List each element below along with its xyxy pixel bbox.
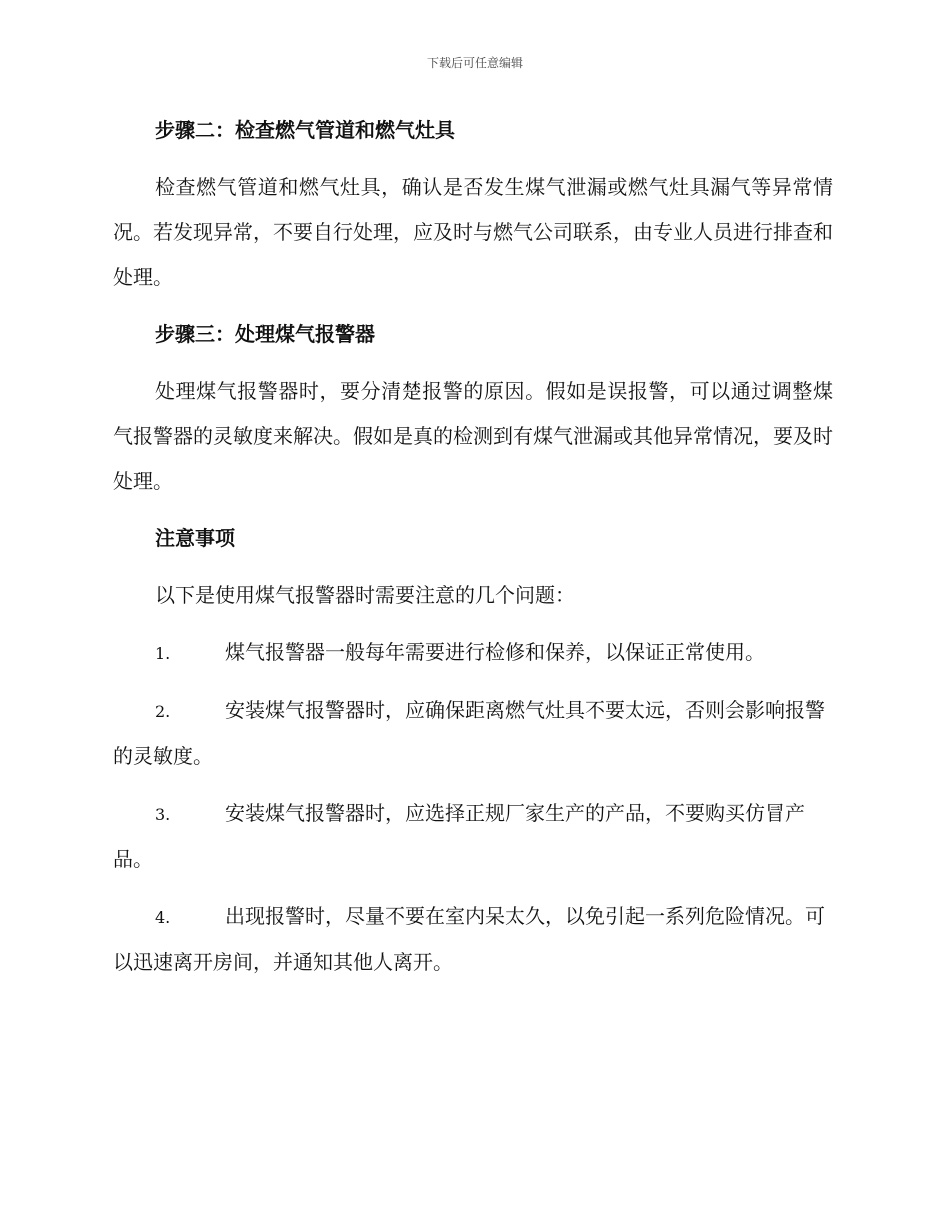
- list-item-text: 出现报警时，尽量不要在室内呆太久，以免引起一系列危险情况。可以迅速离开房间，并通知其他人离开。: [113, 904, 825, 974]
- list-item-number: 2.: [155, 702, 171, 721]
- list-item-number: 4.: [155, 908, 171, 927]
- list-item-text: 安装煤气报警器时，应选择正规厂家生产的产品，不要购买仿冒产品。: [113, 801, 805, 871]
- list-item: [113, 894, 833, 985]
- section-paragraph-notes: 以下是使用煤气报警器时需要注意的几个问题：: [155, 583, 575, 607]
- list-item-text: 煤气报警器一般每年需要进行检修和保养，以保证正常使用。: [225, 640, 765, 664]
- section-heading-step-two: 步骤二：检查燃气管道和燃气灶具: [155, 118, 455, 142]
- list-item-number: 1.: [155, 644, 171, 663]
- page-header: 下载后可任意编辑: [426, 56, 523, 70]
- section-paragraph-step-two: 检查燃气管道和燃气灶具，确认是否发生煤气泄漏或燃气灶具漏气等异常情况。若发现异常，不要自行处理，应及时与燃气公司联系，由专业人员进行排查和处理。: [113, 175, 833, 289]
- section-heading-step-three: 步骤三：处理煤气报警器: [155, 322, 375, 346]
- section-paragraph-step-three: 处理煤气报警器时，要分清楚报警的原因。假如是误报警，可以通过调整煤气报警器的灵敏度来解决。假如是真的检测到有煤气泄漏或其他异常情况，要及时处理。: [113, 379, 833, 493]
- list-item-number: 3.: [155, 805, 171, 824]
- list-item: [113, 791, 833, 882]
- list-item-text: 安装煤气报警器时，应确保距离燃气灶具不要太远，否则会影响报警的灵敏度。: [113, 698, 825, 768]
- list-item: [113, 630, 833, 676]
- section-heading-notes: 注意事项: [155, 526, 235, 550]
- list-item: [113, 688, 833, 779]
- document-body: [113, 108, 833, 997]
